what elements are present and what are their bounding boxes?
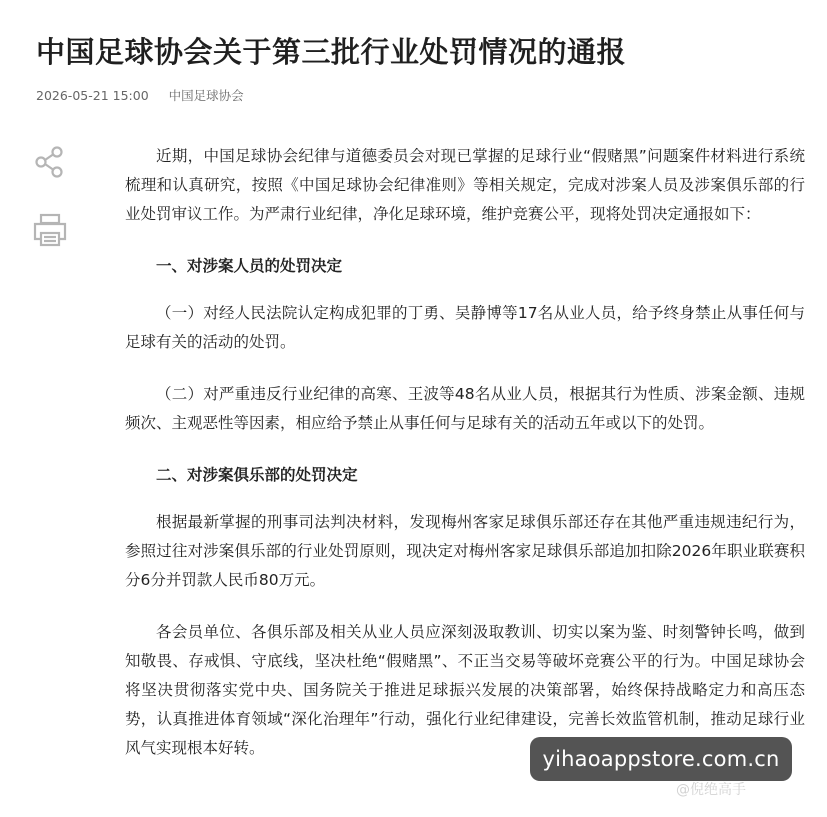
section-heading: 一、对涉案人员的处罚决定 [156,257,343,275]
publish-date: 2026-05-21 15:00 [36,88,149,103]
publish-source: 中国足球协会 [168,88,244,103]
side-toolbar [30,142,70,278]
article-paragraph: 各会员单位、各俱乐部及相关从业人员应深刻汲取教训、切实以案为鉴、时刻警钟长鸣，做到知敬畏、存戒惧、守底线，坚决杜绝“假赌黑”、不正当交易等破坏竞赛公平的行为。中国足球协会将坚决贯彻落实党中央、国务院关于推进足球振兴发展的决策部署，始终保持战略定力和高压态势，认真推进体育领域“深化治理年”行动，强化行业纪律建设，完善长效监管机制，推动足球行业风气实现根本好转。 [125,623,805,757]
page-title: 中国足球协会关于第三批行业处罚情况的通报 [36,35,627,69]
print-button[interactable] [30,210,70,250]
article-paragraph: 近期，中国足球协会纪律与道德委员会对现已掌握的足球行业“假赌黑”问题案件材料进行系统梳理和认真研究，按照《中国足球协会纪律准则》等相关规定，完成对涉案人员及涉案俱乐部的行业处罚审议工作。为严肃行业纪律，净化足球环境，维护竞赛公平，现将处罚决定通报如下： [125,147,805,223]
weibo-watermark: @倪绝高手 [676,782,746,798]
print-icon [31,212,69,248]
share-button[interactable] [30,142,70,182]
article-paragraph: 根据最新掌握的刑事司法判决材料，发现梅州客家足球俱乐部还存在其他严重违规违纪行为，参照过往对涉案俱乐部的行业处罚原则，现决定对梅州客家足球俱乐部追加扣除2026年职业联赛积分6分并罚款人民币80万元。 [125,513,805,589]
section-heading: 二、对涉案俱乐部的处罚决定 [156,466,358,484]
share-icon [33,145,67,179]
article-meta [36,86,244,104]
article-paragraph: （二）对严重违反行业纪律的高寒、王波等48名从业人员，根据其行为性质、涉案金额、违规频次、主观恶性等因素，相应给予禁止从事任何与足球有关的活动五年或以下的处罚。 [125,385,805,432]
article-body [125,142,805,786]
watermark-banner: yihaoappstore.com.cn [530,737,792,781]
article-paragraph: （一）对经人民法院认定构成犯罪的丁勇、吴静博等17名从业人员，给予终身禁止从事任何与足球有关的活动的处罚。 [125,304,805,351]
